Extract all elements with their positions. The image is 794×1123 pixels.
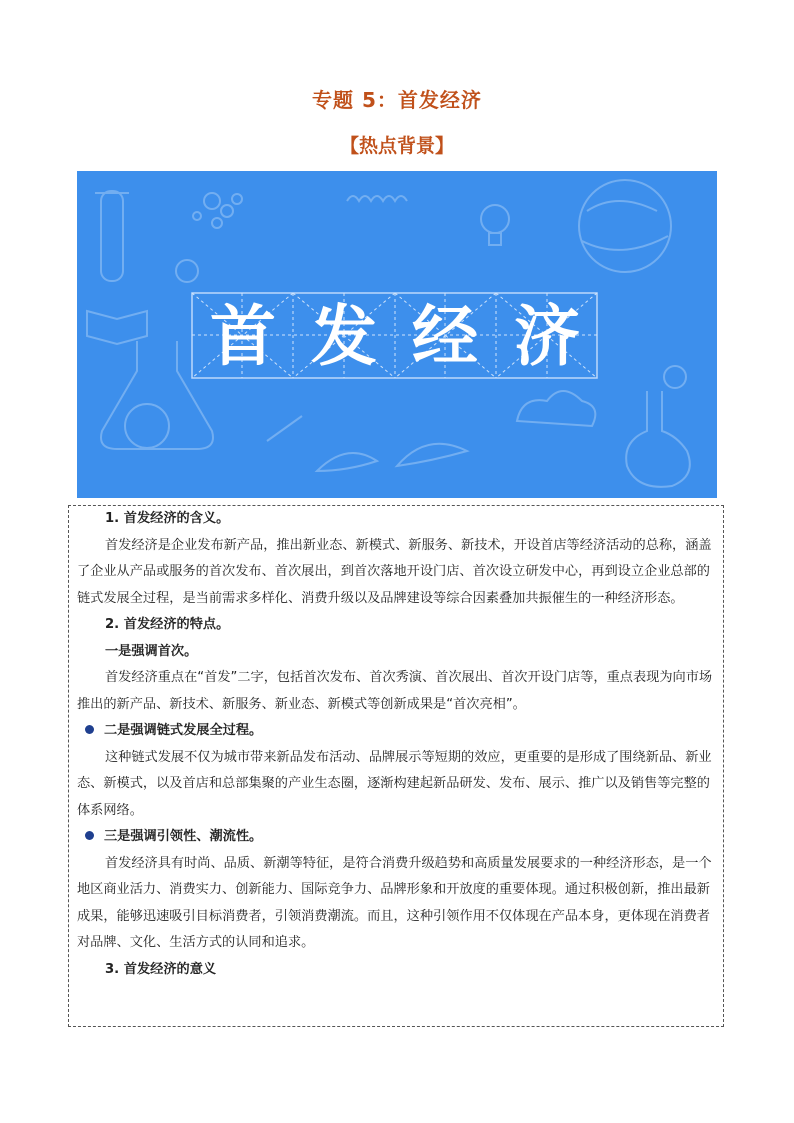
banner-char-4: 济 (514, 298, 580, 375)
page-title: 专题 5：首发经济 (312, 88, 482, 112)
bullet-dot-icon (85, 725, 94, 734)
section-heading: 【热点背景】 (339, 135, 454, 157)
banner-image (77, 171, 717, 498)
feature-3-text: 首发经济具有时尚、品质、新潮等特征，是符合消费升级趋势和高质量发展要求的一种经济形态，是一个地区商业活力、消费实力、创新能力、国际竞争力、品牌形象和开放度的重要体现。通过积极创新，推出最新成果，能够迅速吸引目标消费者，引领消费潮流。而且，这种引领作用不仅体现在产品本身，更体现在消费者对品牌、文化、生活方式的认同和追求。 (77, 855, 712, 950)
feature-3-title: 三是强调引领性、潮流性。 (104, 829, 263, 844)
heading-meaning: 1. 首发经济的含义。 (105, 511, 230, 526)
banner-illustration (77, 171, 717, 498)
feature-2-title: 二是强调链式发展全过程。 (104, 723, 263, 738)
banner-char-1: 首 (210, 298, 276, 375)
feature-3-item (77, 824, 717, 851)
banner-char-2: 发 (311, 298, 377, 375)
feature-1-text: 首发经济重点在“首发”二字，包括首次发布、首次秀演、首次展出、首次开设门店等，重点表现为向市场推出的新产品、新技术、新服务、新业态、新模式等创新成果是“首次亮相”。 (77, 670, 713, 712)
heading-features: 2. 首发经济的特点。 (105, 617, 230, 632)
feature-2-text: 这种链式发展不仅为城市带来新品发布活动、品牌展示等短期的效应，更重要的是形成了围绕新品、新业态、新模式，以及首店和总部集聚的产业生态圈，逐渐构建起新品研发、发布、展示、推广以及销售等完整的体系网络。 (77, 749, 712, 818)
paragraph-meaning: 首发经济是企业发布新产品，推出新业态、新模式、新服务、新技术，开设首店等经济活动的总称，涵盖了企业从产品或服务的首次发布、首次展出，到首次落地开设门店、首次设立研发中心，再到设立企业总部的链式发展全过程，是当前需求多样化、消费升级以及品牌建设等综合因素叠加共振催生的一种经济形态。 (77, 537, 712, 606)
banner-char-3: 经 (412, 298, 478, 375)
heading-significance: 3. 首发经济的意义 (105, 961, 217, 977)
feature-2-item (77, 718, 717, 745)
bullet-dot-icon (85, 831, 94, 840)
feature-1-title: 一是强调首次。 (105, 643, 198, 659)
content-body (77, 506, 717, 983)
